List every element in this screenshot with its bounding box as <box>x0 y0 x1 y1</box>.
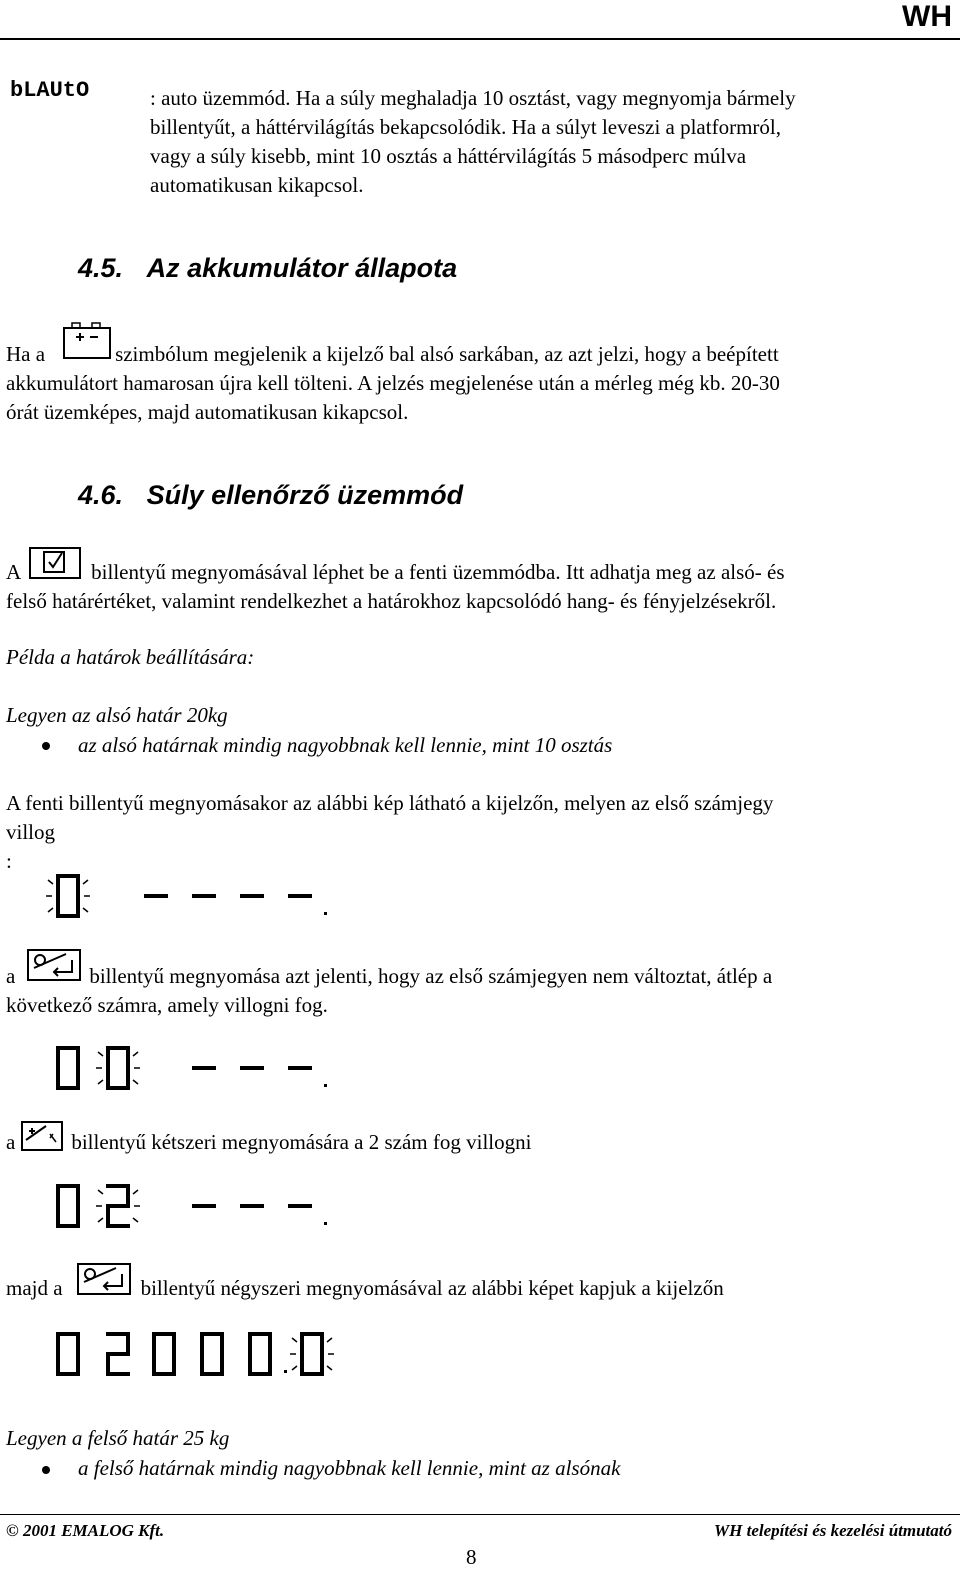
text: felső határértéket, valamint rendelkezhet a határokhoz kapcsolódó hang- és fényjelzésekről. <box>6 589 777 613</box>
bullet <box>42 1466 50 1474</box>
backlight-line: vagy a súly kisebb, mint 10 osztás a háttérvilágítás 5 másodperc múlva <box>150 144 747 168</box>
text: következő számra, amely villogni fog. <box>6 993 328 1017</box>
lcd-display-1 <box>44 870 334 922</box>
text: billentyű megnyomásával léphet be a fenti üzemmódba. Itt adhatja meg az alsó- és <box>91 560 785 584</box>
header-title: WH <box>902 0 952 33</box>
step4-text <box>6 1274 956 1303</box>
text: akkumulátort hamarosan újra kell tölteni. A jelzés megjelenése után a mérleg még kb. 20-30 <box>6 371 780 395</box>
text: a <box>6 964 16 988</box>
text: a <box>6 1130 16 1154</box>
backlight-description <box>150 84 950 200</box>
page-number: 8 <box>466 1545 477 1569</box>
footer-rule <box>0 1514 960 1515</box>
upper-limit-title: Legyen a felső határ 25 kg <box>6 1426 230 1450</box>
svg-text:bLAUtO: bLAUtO <box>10 78 90 100</box>
after-key-text <box>6 789 956 876</box>
shift-enter-key-icon <box>76 1262 132 1296</box>
backlight-line: billentyűt, a háttérvilágítás bekapcsolódik. Ha a súlyt leveszi a platformról, <box>150 115 781 139</box>
section-number: 4.5. <box>78 253 124 283</box>
footer-copyright: © 2001 EMALOG Kft. <box>6 1521 165 1540</box>
text: majd a <box>6 1276 63 1300</box>
step3-text <box>6 1128 956 1157</box>
lower-limit-title: Legyen az alsó határ 20kg <box>6 703 228 727</box>
section-46-body <box>6 558 956 616</box>
lcd-display-2 <box>44 1042 334 1094</box>
text: billentyű megnyomása azt jelenti, hogy az első számjegyen nem változtat, átlép a <box>89 964 773 988</box>
text: billentyű négyszeri megnyomásával az alábbi képet kapjuk a kijelzőn <box>140 1276 724 1300</box>
bullet <box>42 742 50 750</box>
text: villog <box>6 820 56 844</box>
upper-limit-rule: a felső határnak mindig nagyobbnak kell lennie, mint az alsónak <box>78 1456 621 1480</box>
section-45-body <box>6 340 956 427</box>
lower-limit-rule: az alsó határnak mindig nagyobbnak kell lennie, mint 10 osztás <box>78 733 613 757</box>
check-key-icon <box>28 546 82 580</box>
text: A <box>6 560 22 584</box>
backlight-display-icon <box>10 76 102 100</box>
section-title: Súly ellenőrző üzemmód <box>146 480 464 510</box>
section-46-heading <box>78 480 463 511</box>
example-title: Példa a határok beállítására: <box>6 645 255 669</box>
step2-text <box>6 962 956 1020</box>
text: órát üzemképes, majd automatikusan kikapcsol. <box>6 400 409 424</box>
shift-enter-key-icon <box>26 948 82 982</box>
backlight-line: automatikusan kikapcsol. <box>150 173 364 197</box>
header-rule <box>0 38 960 40</box>
section-45-heading <box>78 253 457 284</box>
text: A fenti billentyű megnyomásakor az alábbi kép látható a kijelzőn, melyen az első számjegy <box>6 791 774 815</box>
footer-manual-title: WH telepítési és kezelési útmutató <box>714 1521 952 1540</box>
text: billentyű kétszeri megnyomására a 2 szám fog villogni <box>71 1130 532 1154</box>
text: : <box>6 849 12 873</box>
lcd-display-3 <box>44 1180 334 1232</box>
section-number: 4.6. <box>78 480 124 510</box>
increment-key-icon <box>20 1120 64 1152</box>
backlight-line: : auto üzemmód. Ha a súly meghaladja 10 osztást, vagy megnyomja bármely <box>150 86 796 110</box>
section-title: Az akkumulátor állapota <box>146 253 458 283</box>
text: szimbólum megjelenik a kijelző bal alsó sarkában, az azt jelzi, hogy a beépített <box>115 342 779 366</box>
battery-icon <box>62 322 112 360</box>
lcd-display-4 <box>44 1328 344 1380</box>
text: Ha a <box>6 342 46 366</box>
